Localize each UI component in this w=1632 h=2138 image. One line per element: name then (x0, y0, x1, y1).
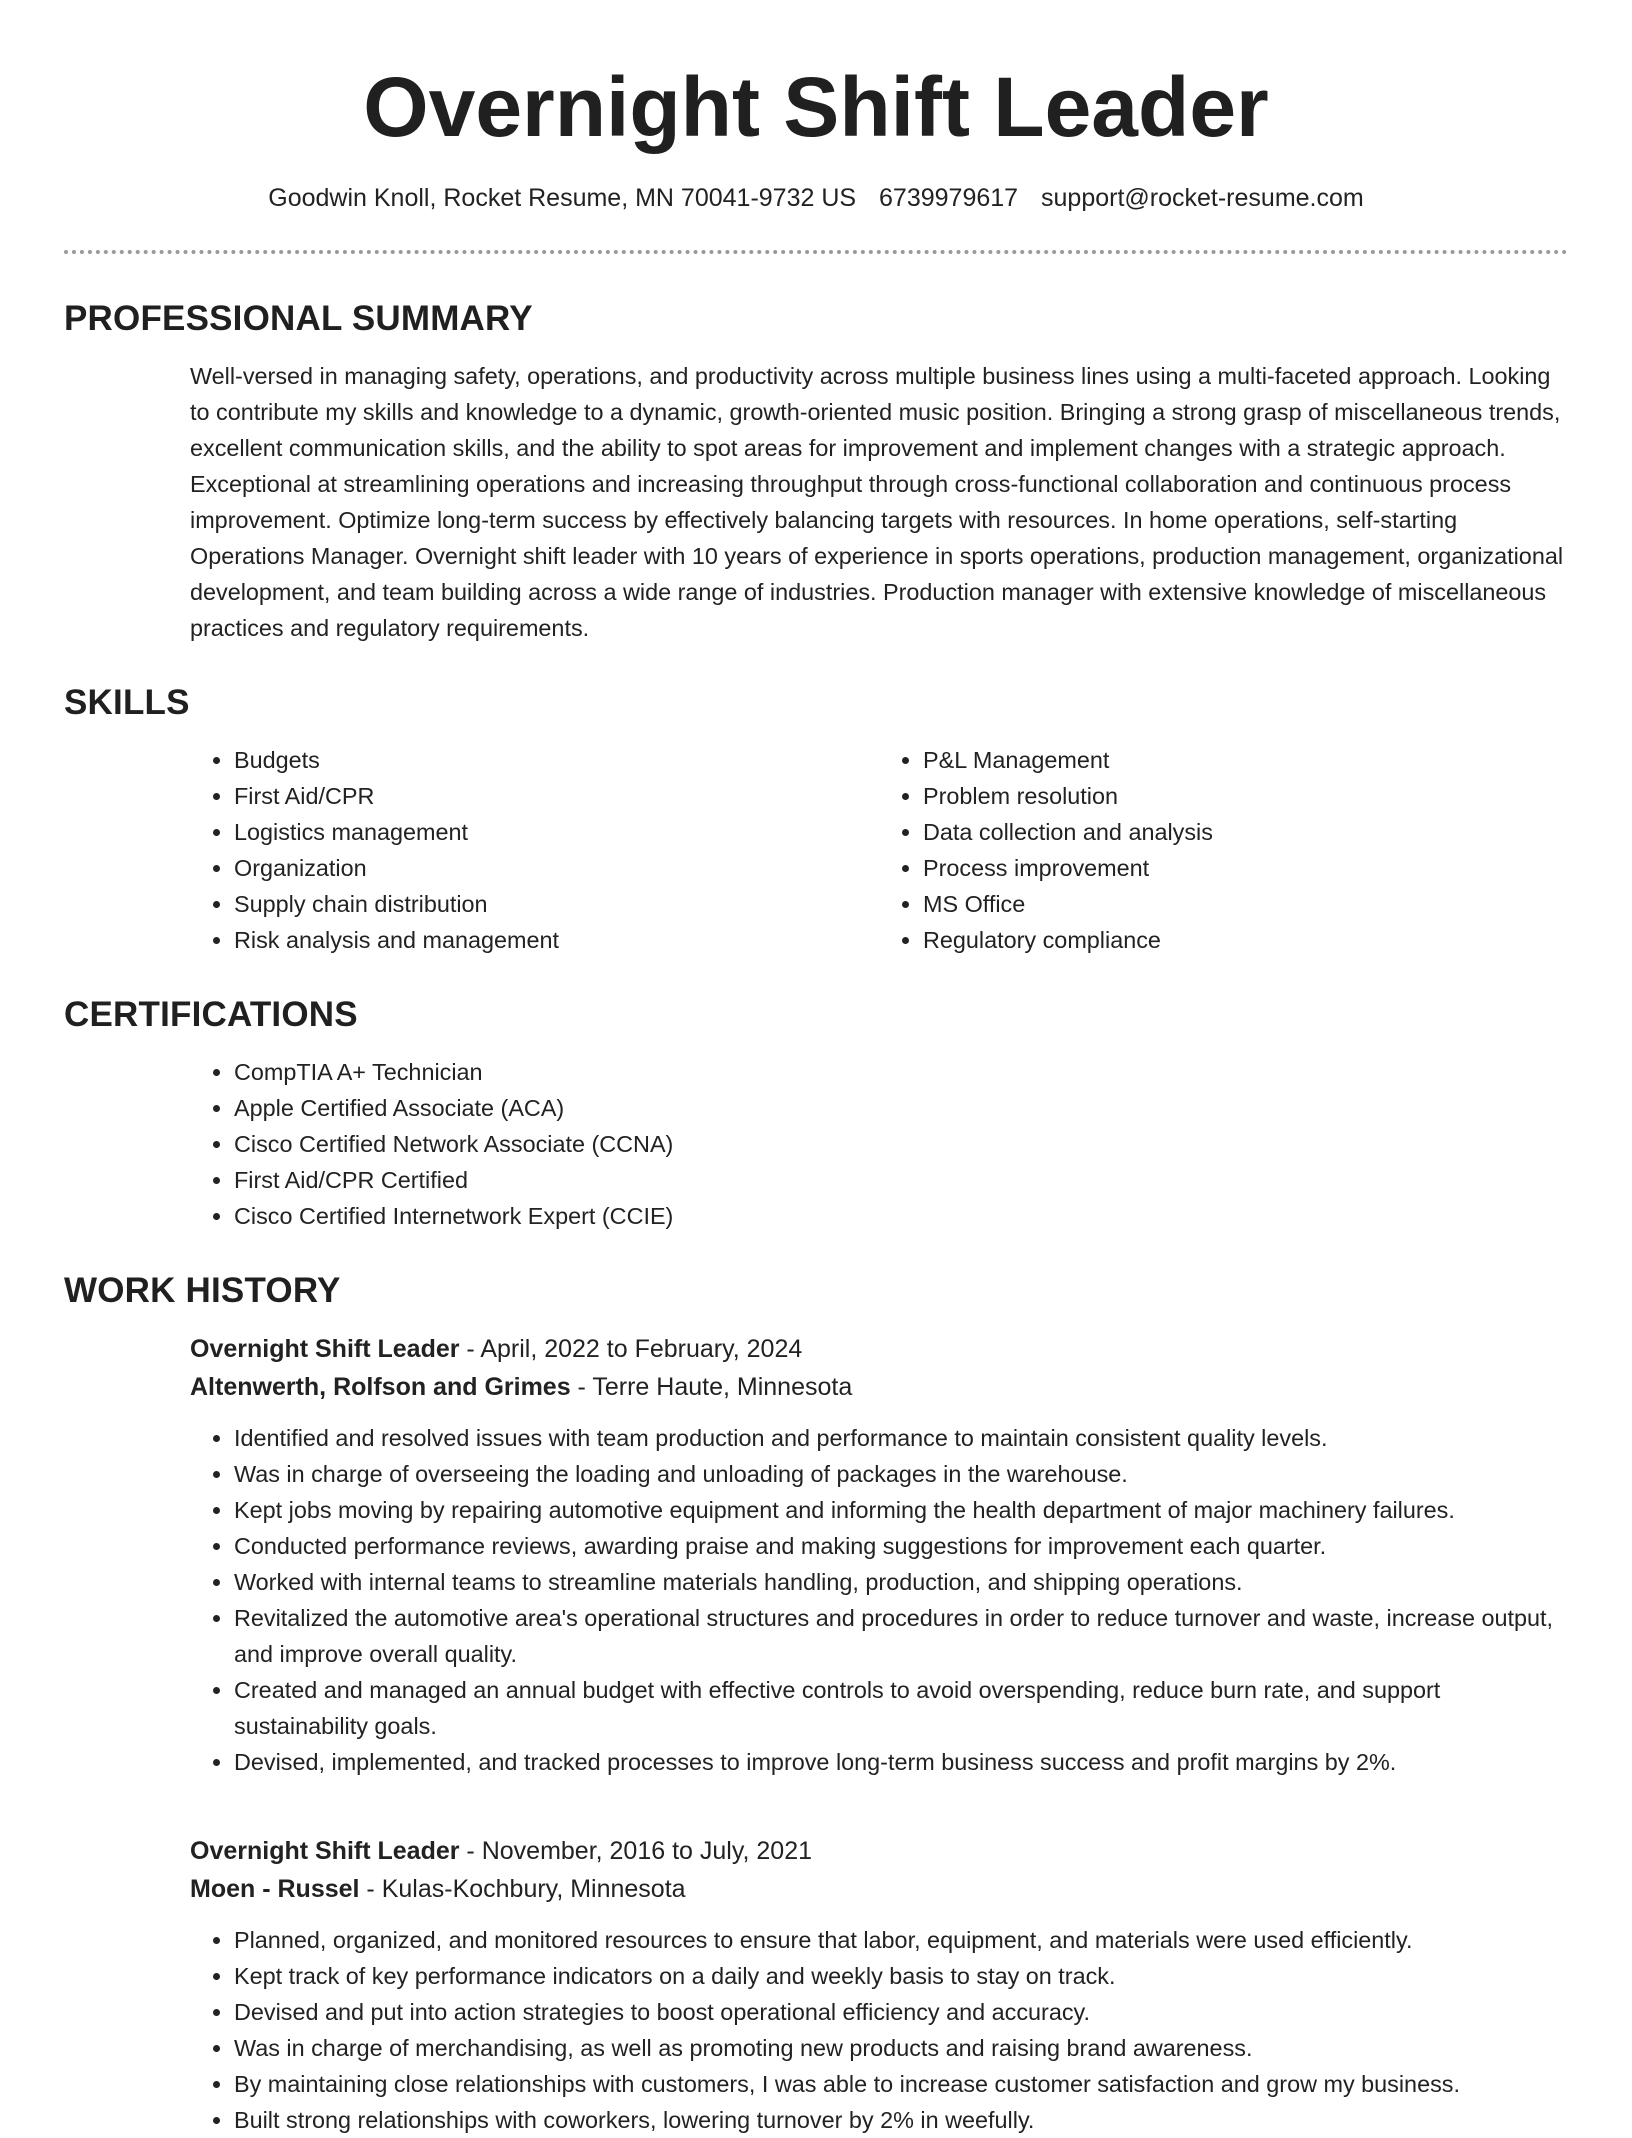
certification-item: • Cisco Certified Network Associate (CCNA) (234, 1126, 1568, 1162)
contact-phone: 6739979617 (879, 184, 1019, 212)
work-history-body (190, 1330, 1568, 2138)
job-location: - Kulas-Kochbury, Minnesota (359, 1875, 686, 1903)
job-title-line (190, 1330, 1568, 1368)
job-bullet: • Identified and resolved issues with team production and performance to maintain consistent quality levels. (234, 1420, 1568, 1456)
job-dates: - November, 2016 to July, 2021 (459, 1837, 812, 1865)
skill-item: • Budgets (234, 742, 879, 778)
skill-item: • Regulatory compliance (923, 922, 1568, 958)
job-bullets (190, 1922, 1568, 2138)
skill-item: • P&L Management (923, 742, 1568, 778)
contact-address: Goodwin Knoll, Rocket Resume, MN 70041-9732 US (268, 184, 857, 212)
certification-item: • Cisco Certified Internetwork Expert (CCIE) (234, 1198, 1568, 1234)
skill-item: • Risk analysis and management (234, 922, 879, 958)
job-bullet: • Was in charge of merchandising, as well as promoting new products and raising brand awareness. (234, 2030, 1568, 2066)
job-title-line (190, 1832, 1568, 1870)
job-bullet: • Kept track of key performance indicators on a daily and weekly basis to stay on track. (234, 1958, 1568, 1994)
job-bullet: • Created and managed an annual budget with effective controls to avoid overspending, reduce burn rate, and support sustainability goals. (234, 1672, 1568, 1744)
certifications-heading: CERTIFICATIONS (64, 995, 358, 1034)
skills-grid (190, 742, 1568, 958)
skill-item: • First Aid/CPR (234, 778, 879, 814)
skill-item: • MS Office (923, 886, 1568, 922)
certification-item: • CompTIA A+ Technician (234, 1054, 1568, 1090)
skill-item: • Logistics management (234, 814, 879, 850)
summary-section (64, 296, 1568, 646)
work-history-heading: WORK HISTORY (64, 1271, 341, 1310)
summary-text: Well-versed in managing safety, operations, and productivity across multiple business lines using a multi-faceted approach. Looking to contribute my skills and knowledge to a dynamic, growth-oriented music position. Bringing a strong grasp of miscellaneous trends, excellent communication skills, and the ability to spot areas for improvement and implement changes with a strategic approach. Exceptional at streamlining operations and increasing throughput through cross-functional collaboration and continuous process improvement. Optimize long-term success by effectively balancing targets with resources. In home operations, self-starting Operations Manager. Overnight shift leader with 10 years of experience in sports operations, production management, organizational development, and team building across a wide range of industries. Production manager with extensive knowledge of miscellaneous practices and regulatory requirements. (190, 363, 1564, 641)
job-location: - Terre Haute, Minnesota (570, 1373, 853, 1401)
contact-email: support@rocket-resume.com (1041, 184, 1364, 212)
certification-item: • Apple Certified Associate (ACA) (234, 1090, 1568, 1126)
certifications-list (190, 1054, 1568, 1234)
job-bullet: • Planned, organized, and monitored resources to ensure that labor, equipment, and materials were used efficiently. (234, 1922, 1568, 1958)
job-bullet: • Worked with internal teams to streamline materials handling, production, and shipping operations. (234, 1564, 1568, 1600)
skill-item: • Organization (234, 850, 879, 886)
job-bullet: • Devised, implemented, and tracked processes to improve long-term business success and profit margins by 2%. (234, 1744, 1568, 1780)
skills-list-right (879, 742, 1568, 958)
job-company-line (190, 1870, 1568, 1908)
job-spacer (190, 1780, 1568, 1816)
job-company-line (190, 1368, 1568, 1406)
job-entry (190, 1330, 1568, 1780)
job-entry (190, 1832, 1568, 2138)
job-bullet: • Was in charge of overseeing the loading and unloading of packages in the warehouse. (234, 1456, 1568, 1492)
job-title: Overnight Shift Leader (190, 1335, 460, 1363)
work-history-section (64, 1268, 1568, 2138)
header-divider (64, 250, 1568, 254)
contact-line (0, 178, 1632, 218)
skill-item: • Supply chain distribution (234, 886, 879, 922)
job-bullets (190, 1420, 1568, 1780)
skill-item: • Problem resolution (923, 778, 1568, 814)
skills-list-left (190, 742, 879, 958)
job-company: Altenwerth, Rolfson and Grimes (190, 1373, 571, 1401)
job-company: Moen - Russel (190, 1875, 360, 1903)
job-bullet: • Conducted performance reviews, awarding praise and making suggestions for improvement each quarter. (234, 1528, 1568, 1564)
certifications-section (64, 992, 1568, 1234)
job-dates: - April, 2022 to February, 2024 (459, 1335, 803, 1363)
job-bullet: • Revitalized the automotive area's operational structures and procedures in order to reduce turnover and waste, increase output, and improve overall quality. (234, 1600, 1568, 1672)
certification-item: • First Aid/CPR Certified (234, 1162, 1568, 1198)
certifications-list-wrap (190, 1054, 1568, 1234)
resume-name-title: Overnight Shift Leader (363, 60, 1269, 154)
summary-heading: PROFESSIONAL SUMMARY (64, 299, 533, 338)
skills-section (64, 680, 1568, 958)
skills-heading: SKILLS (64, 683, 190, 722)
job-bullet: • By maintaining close relationships with customers, I was able to increase customer satisfaction and grow my business. (234, 2066, 1568, 2102)
job-bullet: • Devised and put into action strategies to boost operational efficiency and accuracy. (234, 1994, 1568, 2030)
job-bullet: • Kept jobs moving by repairing automotive equipment and informing the health department of major machinery failures. (234, 1492, 1568, 1528)
skill-item: • Data collection and analysis (923, 814, 1568, 850)
job-title: Overnight Shift Leader (190, 1837, 460, 1865)
job-bullet: • Built strong relationships with coworkers, lowering turnover by 2% in weefully. (234, 2102, 1568, 2138)
skill-item: • Process improvement (923, 850, 1568, 886)
